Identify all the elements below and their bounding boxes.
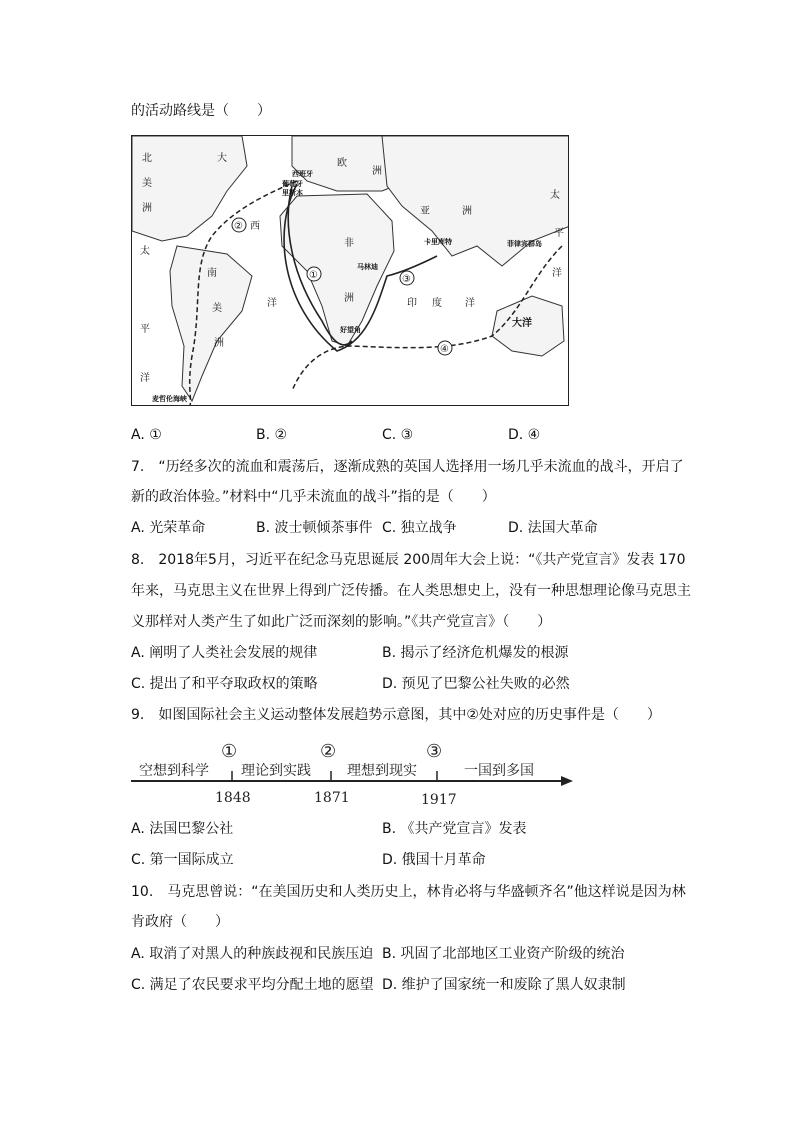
timeline-marker: ② (320, 741, 337, 762)
q8-stem-line2: 年来，马克思主义在世界上得到广泛传播。在人类思想史上，没有一种思想理论像马克思主 (131, 583, 691, 599)
q7-option-c[interactable]: C. 独立战争 (382, 520, 457, 536)
map-label: 卡里库特 (424, 238, 452, 246)
timeline-arrow (561, 776, 573, 786)
route-marker: ② (234, 221, 243, 232)
q7-option-d[interactable]: D. 法国大革命 (508, 520, 598, 536)
q8-stem-line3: 义那样对人类产生了如此广泛而深刻的影响。”《共产党宣言》（ ） (131, 614, 552, 630)
map-label: 大 (217, 153, 227, 164)
map-label: 太 (140, 246, 150, 257)
q10-option-b[interactable]: B. 巩固了北部地区工业资产阶级的统治 (382, 946, 625, 962)
route-marker: ③ (402, 274, 411, 285)
q6-option-a[interactable]: A. ① (131, 427, 162, 443)
map-label: 美 (212, 303, 222, 314)
q7-stem-line1: 7. “历经多次的流血和震荡后，逐渐成熟的英国人选择用一场几乎未流血的战斗，开启了 (131, 459, 684, 475)
map-label: 欧 (337, 158, 347, 169)
map-label: 洋 (465, 298, 475, 309)
map-label: 南 (207, 268, 217, 279)
map-label: 西班牙 (292, 170, 313, 178)
map-label: 西 (250, 221, 260, 232)
q8-option-d[interactable]: D. 预见了巴黎公社失败的必然 (382, 676, 570, 692)
route-marker: ④ (440, 344, 449, 355)
timeline-stage: 一国到多国 (464, 763, 534, 779)
map-label: 马林迪 (357, 263, 378, 271)
q9-option-c[interactable]: C. 第一国际成立 (131, 852, 234, 868)
world-map-svg (132, 136, 569, 406)
q6-stem: 的活动路线是（ ） (131, 103, 271, 119)
q10-stem-line1: 10. 马克思曾说：“在美国历史和人类历史上，林肯必将与华盛顿齐名”他这样说是因为林 (131, 884, 686, 900)
map-label: 洋 (552, 268, 562, 279)
socialism-timeline (131, 737, 581, 812)
q10-option-a[interactable]: A. 取消了对黑人的种族歧视和民族压迫 (131, 946, 374, 962)
q9-option-d[interactable]: D. 俄国十月革命 (382, 852, 486, 868)
q6-option-c[interactable]: C. ③ (382, 427, 414, 443)
q8-option-c[interactable]: C. 提出了和平夺取政权的策略 (131, 676, 318, 692)
map-label: 大洋 (512, 318, 532, 329)
map-label: 葡萄牙 (282, 180, 303, 188)
q7-option-a[interactable]: A. 光荣革命 (131, 520, 206, 536)
map-label: 洋 (267, 298, 277, 309)
q6-option-d[interactable]: D. ④ (508, 427, 541, 443)
timeline-year: 1917 (421, 792, 457, 808)
map-label: 麦哲伦海峡 (152, 395, 187, 403)
timeline-year: 1871 (314, 790, 350, 806)
map-label: 印 (407, 298, 417, 309)
timeline-year: 1848 (215, 790, 251, 806)
timeline-stage: 理想到现实 (347, 763, 417, 779)
q10-option-c[interactable]: C. 满足了农民要求平均分配土地的愿望 (131, 977, 374, 993)
map-label: 洲 (462, 206, 472, 217)
q10-stem-line2: 肯政府（ ） (131, 914, 229, 930)
map-label: 里斯本 (282, 189, 303, 197)
map-label: 平 (140, 324, 150, 335)
map-label: 好望角 (340, 326, 361, 334)
q7-stem-line2: 新的政治体验。”材料中“几乎未流血的战斗”指的是（ ） (131, 489, 496, 505)
map-label: 洲 (142, 203, 152, 214)
q6-option-b[interactable]: B. ② (256, 427, 288, 443)
timeline-marker: ① (221, 741, 238, 762)
timeline-stage: 空想到科学 (139, 763, 209, 779)
q9-option-b[interactable]: B. 《共产党宣言》发表 (382, 821, 527, 837)
q8-option-b[interactable]: B. 揭示了经济危机爆发的根源 (382, 645, 569, 661)
timeline-stage: 理论到实践 (241, 763, 311, 779)
q9-option-a[interactable]: A. 法国巴黎公社 (131, 821, 234, 837)
q10-option-d[interactable]: D. 维护了国家统一和废除了黑人奴隶制 (382, 977, 626, 993)
map-label: 度 (432, 298, 442, 309)
map-label: 北 (142, 153, 152, 164)
map-label: 菲律宾群岛 (507, 240, 542, 248)
map-label: 非 (344, 238, 354, 249)
map-label: 平 (554, 228, 564, 239)
map-label: 洲 (214, 338, 224, 349)
timeline-svg (131, 737, 581, 812)
map-label: 美 (142, 178, 152, 189)
q9-stem: 9. 如图国际社会主义运动整体发展趋势示意图，其中②处对应的历史事件是（ ） (131, 707, 661, 723)
map-label: 洲 (344, 293, 354, 304)
map-label: 洲 (372, 166, 382, 177)
map-label: 太 (550, 190, 560, 201)
q7-option-b[interactable]: B. 波士顿倾茶事件 (256, 520, 373, 536)
map-label: 亚 (420, 206, 430, 217)
map-label: 洋 (140, 373, 150, 384)
route-map (131, 135, 569, 406)
timeline-marker: ③ (426, 741, 443, 762)
q8-stem-line1: 8. 2018年5月，习近平在纪念马克思诞辰 200周年大会上说：“《共产党宣言》发表 170 (131, 552, 686, 568)
route-marker: ① (309, 270, 318, 281)
q8-option-a[interactable]: A. 阐明了人类社会发展的规律 (131, 645, 318, 661)
